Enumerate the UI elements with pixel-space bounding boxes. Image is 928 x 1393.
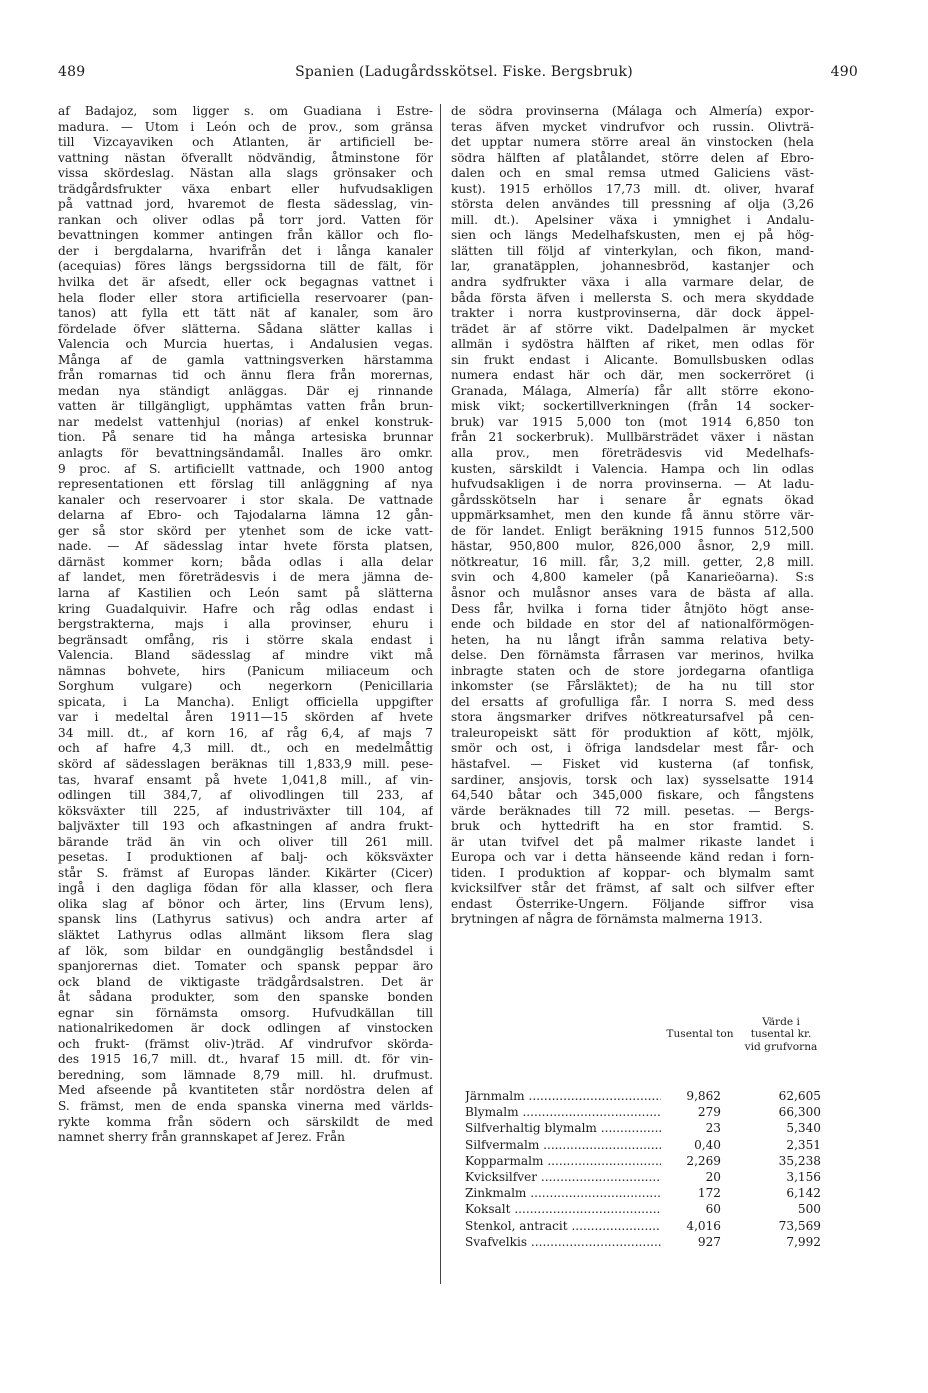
- text-line: sardiner, ansjovis, torsk och lax) sysselsatte 1914: [451, 772, 814, 787]
- value-cell: 6,142: [786, 1186, 821, 1201]
- text-line: släktet Lathyrus odlas allmänt liksom flera slag: [58, 927, 433, 942]
- text-line: de södra provinserna (Málaga och Almería) expor-: [451, 104, 814, 118]
- text-line: olika slag af bönor och ärter, lins (Ervum lens),: [58, 896, 433, 911]
- ore-name: Zinkmalm .....: [465, 1185, 673, 1201]
- text-line: från 21 sockerbruk). Mullbärsträdet växer i nästan: [451, 430, 814, 445]
- text-line: kusten, särskildt i Valencia. Hampa och lin odlas: [451, 461, 814, 476]
- text-line: slätten till följd af vinterkylan, och fikon, mand-: [451, 243, 814, 258]
- text-line: Många af de gamla vattningsverken härstamma: [58, 352, 433, 367]
- tons-cell: 0,40: [661, 1137, 721, 1153]
- text-line: största delen användes till pressning af olja (3,26: [451, 197, 814, 212]
- text-line: trädet är af större vikt. Dadelpalmen är mycket: [451, 321, 814, 336]
- text-line: fördelade öfver slätterna. Sådana slätter kallas i: [58, 321, 433, 336]
- value-cell: 62,605: [778, 1089, 821, 1103]
- text-line: vatten är tillgängligt, upphämtas vatten från brun-: [58, 399, 433, 414]
- text-line: det upptar numera större areal än vinstocken (hela: [451, 135, 814, 150]
- value-cell: 500: [797, 1202, 821, 1217]
- text-line: smör och ost, i öfriga landsdelar mest får- och: [451, 741, 814, 756]
- text-line: sin frukt endast i Alicante. Bomullsbusken odlas: [451, 352, 814, 367]
- text-line: rankan och oliver odlas på torr jord. Vatten för: [58, 212, 433, 227]
- text-line: tas, hvaraf ensamt på hvete 1,041,8 mill., af vin-: [58, 772, 433, 787]
- text-line: därnäst kommer korn; båda odlas i alla delar: [58, 554, 433, 569]
- table-row: [465, 1201, 821, 1217]
- text-line: kvicksilfver står det främst, af salt och silfver efter: [451, 881, 814, 896]
- text-line: lar, granatäpplen, johannesbröd, kastanjer och: [451, 259, 814, 274]
- ore-name: Stenkol, antracit .....: [465, 1218, 673, 1234]
- text-line: 9 proc. af S. artificiellt vattnade, och 1900 antog: [58, 461, 433, 476]
- text-line: hufvudsakligen i de norra provinserna. — At ladu-: [451, 477, 814, 492]
- text-line: kanaler och reservoarer i stor skala. De vattnade: [58, 492, 433, 507]
- table-row: [465, 1104, 821, 1120]
- text-line: odlingen till 384,7, af olivodlingen till 233, af: [58, 788, 433, 803]
- ore-name: Kvicksilfver .....: [465, 1169, 673, 1185]
- ore-name: Järnmalm .....: [465, 1088, 673, 1104]
- text-line: vattning nästan öfverallt nödvändig, åtminstone för: [58, 150, 433, 165]
- text-line: Valencia. Bland sädesslag af mindre vikt må: [58, 648, 433, 663]
- text-line: tiden. I produktion af koppar- och blymalm samt: [451, 865, 814, 880]
- text-line: del ersatts af grofulliga får. I norra S. med dess: [451, 694, 814, 709]
- value-cell: 35,238: [778, 1153, 821, 1168]
- text-line: inbragte staten och de store jordegarna ofantliga: [451, 663, 814, 678]
- text-line: ock bland de viktigaste trädgårdsalstren. Det är: [58, 974, 433, 989]
- running-title: Spanien (Ladugårdsskötsel. Fiske. Bergsbruk): [295, 64, 633, 80]
- text-line: ger så stor skörd per ytenhet som de icke vatt-: [58, 523, 433, 538]
- text-line: heten, ha nu långt ifrån samma relativa bety-: [451, 632, 814, 647]
- tons-cell: 20: [661, 1169, 721, 1185]
- table-header-tons: Tusental ton: [666, 1028, 734, 1040]
- page-number-left: 489: [58, 64, 86, 80]
- text-line: baljväxter till 193 och afkastningen af andra frukt-: [58, 819, 433, 834]
- text-line: ende och bildade en stor del af nationalförmögen-: [451, 617, 814, 632]
- value-cell: 7,992: [786, 1234, 821, 1249]
- text-line: rykte komma från södern och särskildt de med: [58, 1114, 433, 1129]
- ore-name: Koksalt .....: [465, 1201, 673, 1217]
- text-line: nämnas bohvete, hirs (Panicum miliaceum och: [58, 663, 433, 678]
- text-line: delarna af Ebro- och Tajodalarna lämna 12 gån-: [58, 508, 433, 523]
- tons-cell: 172: [661, 1185, 721, 1201]
- text-line: spanjorernas diet. Tomater och spansk peppar äro: [58, 959, 433, 974]
- text-line: 34 mill. dt., af korn 16, af råg 6,4, af majs 7: [58, 725, 433, 740]
- ore-name: Svafvelkis .....: [465, 1234, 673, 1250]
- text-line: begränsadt omfång, ris i större skala endast i: [58, 632, 433, 647]
- text-line: der i bergdalarna, hvarifrån det i långa kanaler: [58, 243, 433, 258]
- text-line: tanos) att fylla ett tätt nät af kanaler, som äro: [58, 306, 433, 321]
- text-line: medan nya ständigt anläggas. Där ej rinnande: [58, 383, 433, 398]
- table-row: [465, 1218, 821, 1234]
- text-line: bevattningen kommer antingen från källor och flo-: [58, 228, 433, 243]
- text-line: mill. dt.). Apelsiner växa i ymnighet i Andalu-: [451, 212, 814, 227]
- ore-name: Silfvermalm .....: [465, 1137, 673, 1153]
- column-divider: [440, 104, 441, 1284]
- text-line: namnet sherry från grannskapet af Jerez. Från: [58, 1130, 345, 1145]
- table-body: [465, 1088, 821, 1250]
- text-line: hela floder eller stora artificiella reservoarer (pan-: [58, 290, 433, 305]
- text-line: hästafvel. — Fisket vid kusterna (af tonfisk,: [451, 756, 814, 771]
- text-line: egnar sin förnämsta omsorg. Hufvudkällan till: [58, 1005, 433, 1020]
- value-cell: 3,156: [786, 1169, 821, 1184]
- text-line: är utan tvifvel det på malmer rikaste landet i: [451, 834, 814, 849]
- text-line: och af hafre 4,3 mill. dt., och en medelmåttig: [58, 741, 433, 756]
- text-line: södra hälften af platålandet, större delen af Ebro-: [451, 150, 814, 165]
- text-line: var i medeltal åren 1911—15 skörden af hvete: [58, 710, 433, 725]
- text-line: nationalrikedomen är dock odlingen af vinstocken: [58, 1021, 433, 1036]
- text-line: des 1915 16,7 mill. dt., hvaraf 15 mill. dt. för vin-: [58, 1052, 433, 1067]
- text-line: Granada, Málaga, Almería) får allt större ekono-: [451, 383, 814, 398]
- text-line: åsnor och mulåsnor anses vara de bästa af alla.: [451, 585, 814, 600]
- text-line: Valencia och Murcia huertas, i Andalusien vegas.: [58, 337, 433, 352]
- text-line: bruk) var 1915 5,000 ton (mot 1914 6,850 ton: [451, 414, 814, 429]
- value-cell: 66,300: [778, 1105, 821, 1120]
- text-line: tion. På senare tid ha många artesiska brunnar: [58, 430, 433, 445]
- text-line: S. främst, men de enda spanska vinerna med världs-: [58, 1099, 433, 1113]
- table-row: [465, 1137, 821, 1153]
- text-line: inkomster (se Fårsläktet); de ha nu till stor: [451, 679, 814, 694]
- text-line: bergstrakterna, majs i alla provinser, ehuru i: [58, 617, 433, 632]
- text-line: af lök, som bildar en oundgänglig beståndsdel i: [58, 943, 433, 958]
- text-line: hästar, 950,800 mulor, 826,000 åsnor, 2,9 mill.: [451, 539, 814, 554]
- tons-cell: 23: [661, 1120, 721, 1136]
- page-number-right: 490: [830, 64, 858, 80]
- text-line: trädgårdsfrukter växa enbart eller hufvudsakligen: [58, 181, 433, 196]
- text-line: af Badajoz, som ligger s. om Guadiana i Estre-: [58, 104, 433, 118]
- text-line: ingå i den dagliga födan för alla klasser, och flera: [58, 881, 433, 896]
- text-line: stora ängsmarker drifves nötkreatursafvel på cen-: [451, 710, 814, 725]
- text-line: de för landet. Enligt beräkning 1915 funnos 512,500: [451, 523, 814, 538]
- table-row: [465, 1185, 821, 1201]
- text-line: nade. — Af sädesslag intar hvete första platsen,: [58, 539, 433, 554]
- text-line: bärande träd än vin och oliver till 261 mill.: [58, 834, 433, 849]
- text-line: af landet, men företrädesvis i de mera jämna de-: [58, 570, 433, 585]
- tons-cell: 4,016: [661, 1218, 721, 1234]
- text-line: svin och 4,800 kameler (på Kanarieöarna). S:s: [451, 570, 814, 585]
- ore-name: Blymalm .....: [465, 1104, 673, 1120]
- table-row: [465, 1234, 821, 1250]
- tons-cell: 927: [661, 1234, 721, 1250]
- text-line: spicata, i La Mancha). Enligt officiella uppgifter: [58, 694, 433, 709]
- text-line: skörd af sädesslagen beräknas till 1,833,9 mill. pese-: [58, 756, 433, 771]
- value-cell: 2,351: [786, 1137, 821, 1152]
- text-line: hvilka det är afsedt, eller ock begagnas vattnet i: [58, 275, 433, 290]
- text-line: alla prov., men företrädesvis vid Medelhafs-: [451, 446, 814, 461]
- tons-cell: 9,862: [661, 1088, 721, 1104]
- text-line: kring Guadalquivir. Hafre och råg odlas endast i: [58, 601, 433, 616]
- text-line: beredning, som lämnade 8,79 mill. hl. drufmust.: [58, 1067, 433, 1082]
- text-line: spansk lins (Lathyrus sativus) och andra arter af: [58, 912, 433, 927]
- text-line: gårdsskötseln har i senare år egnats ökad: [451, 492, 814, 507]
- text-line: båda första äfven i mellersta S. och mera skyddade: [451, 290, 814, 305]
- text-line: uppmärksamhet, men den kunde få ännu större vär-: [451, 508, 814, 523]
- table-row: [465, 1120, 821, 1136]
- text-line: larna af Kastilien och León samt på slätterna: [58, 585, 433, 600]
- tons-cell: 60: [661, 1201, 721, 1217]
- text-line: teras äfven mycket vindrufvor och russin. Olivträ-: [451, 119, 814, 134]
- table-row: [465, 1169, 821, 1185]
- table-row: [465, 1153, 821, 1169]
- text-line: Dess får, hvilka i forna tider åtnjöto högt anse-: [451, 601, 814, 616]
- text-line: till Vizcayaviken och Atlanten, är artificiell be-: [58, 135, 433, 150]
- text-line: brytningen af några de förnämsta malmerna 1913.: [451, 912, 763, 927]
- right-text-column: [451, 104, 814, 928]
- text-line: Europa och var i detta hänseende känd redan i forn-: [451, 850, 814, 865]
- tons-cell: 2,269: [661, 1153, 721, 1169]
- ore-name: Silfverhaltig blymalm .....: [465, 1120, 673, 1136]
- text-line: vissa skördeslag. Nästan alla slags grönsaker och: [58, 166, 433, 181]
- table-row: [465, 1088, 821, 1104]
- text-line: åt sådana produkter, som den spanske bonden: [58, 990, 433, 1005]
- ore-name: Kopparmalm .....: [465, 1153, 673, 1169]
- text-line: sien och längs Medelhafskusten, men ej på hög-: [451, 228, 814, 243]
- text-line: trakter i norra kustprovinserna, där dock äppel-: [451, 306, 814, 321]
- text-line: nar medelst vattenhjul (norias) af enkel konstruk-: [58, 414, 433, 429]
- tons-cell: 279: [661, 1104, 721, 1120]
- text-line: dalen och en smal remsa utmed Galiciens väst-: [451, 166, 814, 181]
- text-line: madura. — Utom i León och de prov., som gränsa: [58, 119, 433, 134]
- value-cell: 73,569: [778, 1218, 821, 1233]
- left-text-column: [58, 104, 433, 1146]
- text-line: allmän i sydöstra hälften af riket, men odlas för: [451, 337, 814, 352]
- text-line: traleuropeiskt sätt för produktion af kött, mjölk,: [451, 725, 814, 740]
- text-line: representationen ett förslag till anläggning af nya: [58, 477, 433, 492]
- text-line: andra sydfrukter växa i alla varmare delar, de: [451, 275, 814, 290]
- value-cell: 5,340: [786, 1121, 821, 1136]
- text-line: på vattnad jord, hvaremot de flesta sädesslag, vin-: [58, 197, 433, 212]
- text-line: från romarnas tid och ännu flera från morernas,: [58, 368, 433, 383]
- text-line: anlagts för bevattningsändamål. Inalles äro omkr.: [58, 446, 433, 461]
- text-line: endast Österrike-Ungern. Följande siffror visa: [451, 896, 814, 911]
- text-line: 64,540 båtar och 345,000 fiskare, och fångstens: [451, 788, 814, 803]
- text-line: numera endast här och där, men sockerröret (i: [451, 368, 814, 383]
- text-line: kust). 1915 erhöllos 17,73 mill. dt. oliver, hvaraf: [451, 181, 814, 196]
- text-line: värde beräknades till 72 mill. pesetas. — Bergs-: [451, 803, 814, 818]
- text-line: nötkreatur, 16 mill. får, 3,2 mill. getter, 2,8 mill.: [451, 554, 814, 569]
- table-header-value: Värde i tusental kr. vid grufvorna: [744, 1016, 818, 1053]
- text-line: delse. Den förnämsta fårrasen var merinos, hvilka: [451, 648, 814, 663]
- text-line: (acequias) föres längs bergssidorna till de fält, för: [58, 259, 433, 274]
- text-line: bruk och hyttedrift ha en stor framtid. S.: [451, 819, 814, 834]
- text-line: står S. främst af Europas länder. Kikärter (Cicer): [58, 865, 433, 880]
- text-line: köksväxter till 225, af industriväxter till 104, af: [58, 803, 433, 818]
- text-line: och frukt- (främst oliv-)träd. Af vindrufvor skörda-: [58, 1036, 433, 1051]
- text-line: pesetas. I produktionen af balj- och köksväxter: [58, 850, 433, 865]
- text-line: Sorghum vulgare) och negerkorn (Penicillaria: [58, 679, 433, 694]
- text-line: Med afseende på kvantiteten står nordöstra delen af: [58, 1083, 433, 1098]
- text-line: misk vikt; sockertillverkningen (från 14 socker-: [451, 399, 814, 414]
